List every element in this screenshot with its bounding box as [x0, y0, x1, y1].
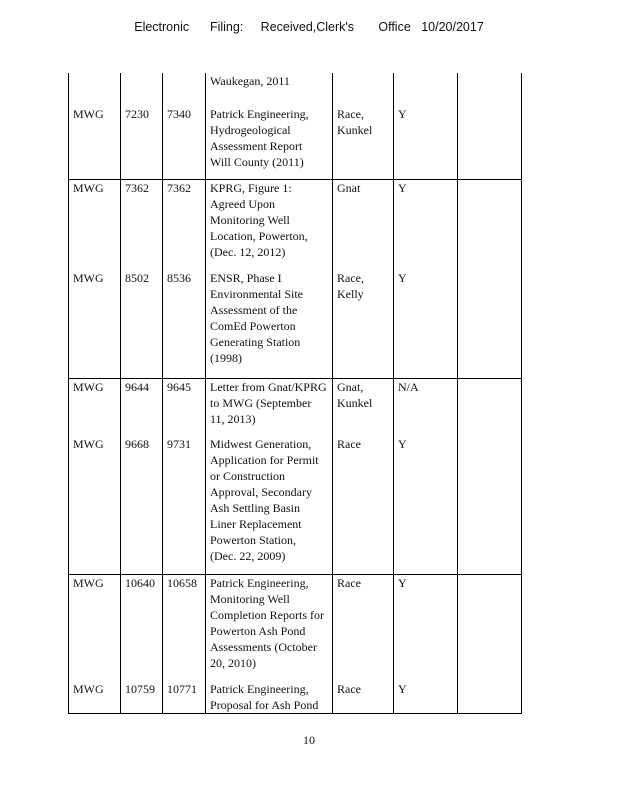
bates-start-cell: 10640 — [121, 574, 163, 681]
party-cell — [69, 73, 121, 106]
description-cell: ENSR, Phase I Environmental Site Assessment of the ComEd Powerton Generating Station (1998) — [206, 270, 333, 378]
bates-start-cell: 10759 — [121, 681, 163, 714]
party-cell: MWG — [69, 270, 121, 378]
table-row — [69, 681, 522, 714]
table-row — [69, 270, 522, 378]
party-cell: MWG — [69, 574, 121, 681]
party-cell: MWG — [69, 106, 121, 179]
table-row — [69, 106, 522, 179]
notes-cell — [458, 436, 522, 574]
table-row — [69, 436, 522, 574]
admitted-cell: N/A — [394, 378, 458, 436]
witness-cell: Race — [333, 574, 394, 681]
table-row — [69, 378, 522, 436]
bates-start-cell: 9644 — [121, 378, 163, 436]
admitted-cell: Y — [394, 681, 458, 714]
exhibit-table — [68, 73, 522, 714]
witness-cell: Gnat — [333, 179, 394, 270]
bates-start-cell: 7362 — [121, 179, 163, 270]
witness-cell: Race — [333, 436, 394, 574]
witness-cell: Race — [333, 681, 394, 714]
bates-end-cell: 7362 — [163, 179, 206, 270]
notes-cell — [458, 270, 522, 378]
table-row — [69, 179, 522, 270]
description-cell: Patrick Engineering, Proposal for Ash Pond — [206, 681, 333, 714]
notes-cell — [458, 681, 522, 714]
bates-start-cell: 7230 — [121, 106, 163, 179]
admitted-cell: Y — [394, 106, 458, 179]
bates-start-cell: 9668 — [121, 436, 163, 574]
admitted-cell: Y — [394, 179, 458, 270]
notes-cell — [458, 73, 522, 106]
description-cell: KPRG, Figure 1: Agreed Upon Monitoring Well Location, Powerton, (Dec. 12, 2012) — [206, 179, 333, 270]
admitted-cell: Y — [394, 436, 458, 574]
description-cell: Patrick Engineering, Monitoring Well Completion Reports for Powerton Ash Pond Assessments (October 20, 2010) — [206, 574, 333, 681]
description-cell: Midwest Generation, Application for Permit or Construction Approval, Secondary Ash Settling Basin Liner Replacement Powerton Station, (Dec. 22, 2009) — [206, 436, 333, 574]
notes-cell — [458, 179, 522, 270]
notes-cell — [458, 574, 522, 681]
notes-cell — [458, 378, 522, 436]
description-cell: Patrick Engineering, Hydrogeological Assessment Report Will County (2011) — [206, 106, 333, 179]
witness-cell — [333, 73, 394, 106]
bates-end-cell: 9645 — [163, 378, 206, 436]
witness-cell: Gnat, Kunkel — [333, 378, 394, 436]
bates-start-cell: 8502 — [121, 270, 163, 378]
bates-end-cell: 7340 — [163, 106, 206, 179]
bates-end-cell: 8536 — [163, 270, 206, 378]
admitted-cell: Y — [394, 270, 458, 378]
bates-end-cell: 10658 — [163, 574, 206, 681]
page-number: 10 — [303, 733, 315, 747]
table-row — [69, 574, 522, 681]
bates-end-cell: 9731 — [163, 436, 206, 574]
admitted-cell: Y — [394, 574, 458, 681]
bates-start-cell — [121, 73, 163, 106]
party-cell: MWG — [69, 378, 121, 436]
filing-header: Electronic Filing: Received,Clerk's Office 10/20/2017 — [134, 20, 484, 34]
bates-end-cell: 10771 — [163, 681, 206, 714]
bates-end-cell — [163, 73, 206, 106]
witness-cell: Race, Kunkel — [333, 106, 394, 179]
party-cell: MWG — [69, 436, 121, 574]
party-cell: MWG — [69, 179, 121, 270]
description-cell: Waukegan, 2011 — [206, 73, 333, 106]
admitted-cell — [394, 73, 458, 106]
notes-cell — [458, 106, 522, 179]
description-cell: Letter from Gnat/KPRG to MWG (September 11, 2013) — [206, 378, 333, 436]
witness-cell: Race, Kelly — [333, 270, 394, 378]
party-cell: MWG — [69, 681, 121, 714]
table-row — [69, 73, 522, 106]
